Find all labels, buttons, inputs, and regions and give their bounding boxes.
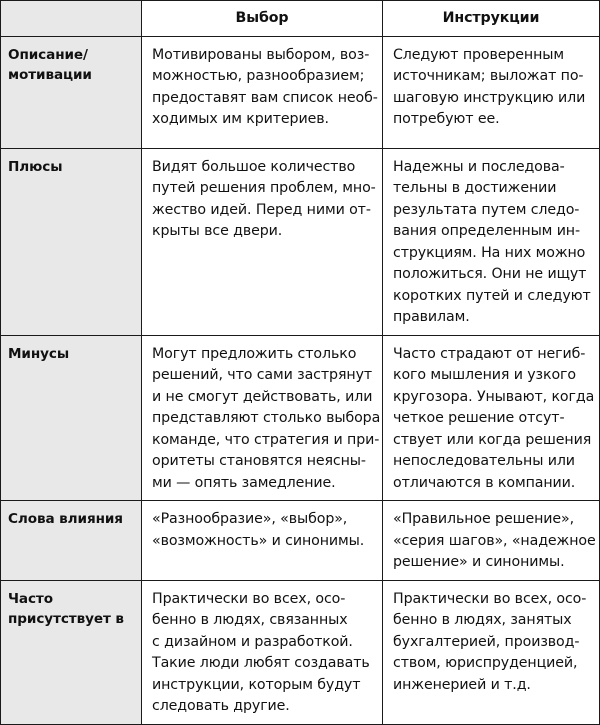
column-header-choice: Выбор	[142, 1, 383, 37]
column-header-instructions: Инструкции	[383, 1, 600, 37]
cell-choice-pros: Видят большое количество путей решения проблем, мно- жество идей. Перед ними от- крыты все двери.	[142, 148, 383, 335]
table-row	[1, 36, 600, 148]
cell-choice-cons: Могут предложить столько решений, что сами застрянут и не смогут действовать, или представляют столько выбора команде, что стратегия и при- оритеты становятся неясны- ми — опять замедление.	[142, 335, 383, 501]
row-label-often-present: Часто присутствует в	[1, 580, 142, 724]
table-row	[1, 335, 600, 501]
cell-instructions-cons: Часто страдают от негиб- кого мышления и узкого кругозора. Унывают, когда четкое решение отсут- ствует или когда решения непоследовательны или отличаются в компании.	[383, 335, 600, 501]
cell-instructions-influence-words: «Правильное решение», «серия шагов», «надежное решение» и синонимы.	[383, 501, 600, 581]
cell-choice-description: Мотивированы выбором, воз- можностью, разнообразием; предоставят вам список необ- ходимых им критериев.	[142, 36, 383, 148]
header-corner-cell	[1, 1, 142, 37]
cell-instructions-often-present: Практически во всех, осо- бенно в людях, занятых бухгалтерией, производ- ством, юриспруденцией, инженерией и т.д.	[383, 580, 600, 724]
cell-choice-often-present: Практически во всех, осо- бенно в людях, связанных с дизайном и разработкой. Такие люди любят создавать инструкции, которым будут следовать другие.	[142, 580, 383, 724]
row-label-influence-words: Слова влияния	[1, 501, 142, 581]
header-row	[1, 1, 600, 37]
table-row	[1, 501, 600, 581]
cell-instructions-pros: Надежны и последова- тельны в достижении результата путем следо- вания определенным ин- струкциям. На них можно положиться. Они не ищут коротких путей и следуют правилам.	[383, 148, 600, 335]
row-label-pros: Плюсы	[1, 148, 142, 335]
cell-instructions-description: Следуют проверенным источникам; выложат по- шаговую инструкцию или потребуют ее.	[383, 36, 600, 148]
table-row	[1, 148, 600, 335]
table-row	[1, 580, 600, 724]
row-label-cons: Минусы	[1, 335, 142, 501]
cell-choice-influence-words: «Разнообразие», «выбор», «возможность» и синонимы.	[142, 501, 383, 581]
row-label-description: Описание/ мотивации	[1, 36, 142, 148]
